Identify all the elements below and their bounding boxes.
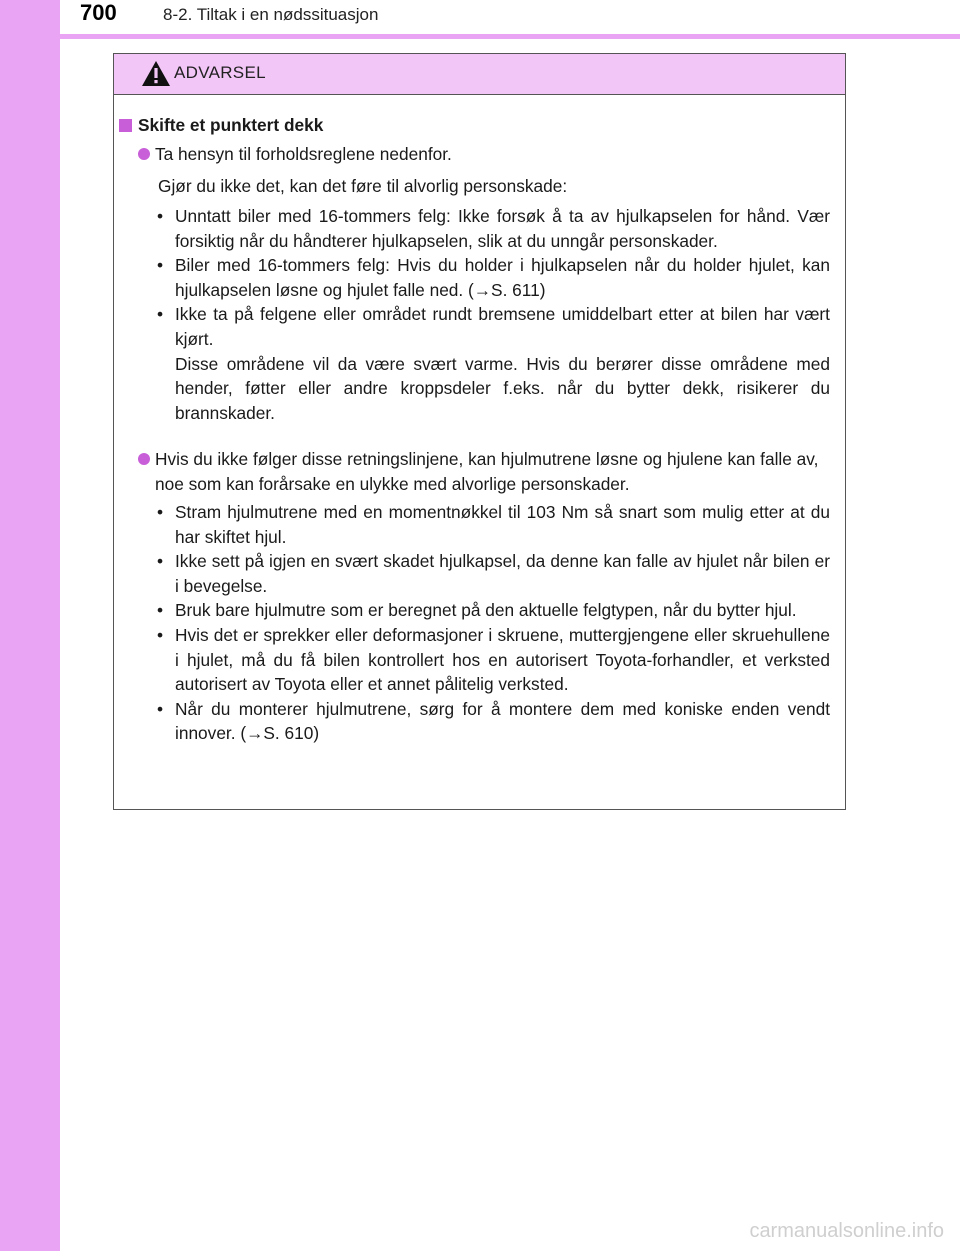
header-rule: [0, 34, 960, 39]
circle-bullet-icon: [138, 148, 150, 160]
item-text: Ta hensyn til forholdsreglene nedenfor.: [155, 144, 452, 164]
item-text: Hvis du ikke følger disse retningslinjene, kan hjulmutrene løsne og hjulene kan falle av, noe som kan forårsake en ulykke med alvorlige personskader.: [155, 449, 819, 494]
watermark: carmanualsonline.info: [749, 1220, 944, 1242]
bullet-list-1: [154, 204, 830, 425]
list-item: • Biler med 16-tommers felg: Hvis du holder i hjulkapselen når du holder hjulet, kan hjulkapselen løsne og hjulet falle ned. (→S. 611): [157, 255, 830, 300]
warning-box: [113, 53, 846, 810]
list-item: [138, 447, 838, 496]
list-item: • Hvis det er sprekker eller deformasjoner i skruene, muttergjengene eller skruehullene i hjulet, må du få bilen kontrollert hos en autorisert Toyota-forhandler, et verksted autorisert av Toyota eller et annet pålitelig verksted.: [157, 624, 830, 695]
list-item: • Ikke ta på felgene eller området rundt bremsene umiddelbart etter at bilen har vært kjørt.: [157, 304, 830, 349]
chapter-side-bar: [0, 0, 60, 1251]
list-item: • Ikke sett på igjen en svært skadet hjulkapsel, da denne kan falle av hjulet når bilen er i bevegelse.: [157, 551, 830, 596]
square-bullet-icon: [119, 119, 132, 132]
warning-header: [114, 54, 845, 95]
list-item: [138, 142, 452, 167]
circle-bullet-icon: [138, 453, 150, 465]
section-title: 8-2. Tiltak i en nødssituasjon: [163, 5, 379, 24]
heading-text: Skifte et punktert dekk: [138, 115, 324, 135]
intro-text: Gjør du ikke det, kan det føre til alvorlig personskade:: [158, 176, 568, 196]
warning-heading: [119, 113, 323, 138]
bullet-list-2: [154, 500, 830, 746]
list-item: • Stram hjulmutrene med en momentnøkkel til 103 Nm så snart som mulig etter at du har skiftet hjul.: [157, 502, 830, 547]
list-continuation: Disse områdene vil da være svært varme. Hvis du berører disse områdene med hender, føtter eller andre kroppsdeler f.eks. når du bytter dekk, risikerer du brannskader.: [175, 353, 830, 423]
list-item: • Bruk bare hjulmutre som er beregnet på den aktuelle felgtypen, når du bytter hjul.: [157, 600, 797, 621]
warning-triangle-icon: [141, 60, 171, 87]
list-item: • Unntatt biler med 16-tommers felg: Ikke forsøk å ta av hjulkapselen for hånd. Vær forsiktig når du håndterer hjulkapselen, slik at du unngår personskader.: [157, 206, 830, 251]
warning-label: ADVARSEL: [174, 63, 266, 82]
list-item: • Når du monterer hjulmutrene, sørg for å montere dem med koniske enden vendt innover. (→S. 610): [157, 698, 830, 744]
page-number: 700: [80, 0, 117, 25]
